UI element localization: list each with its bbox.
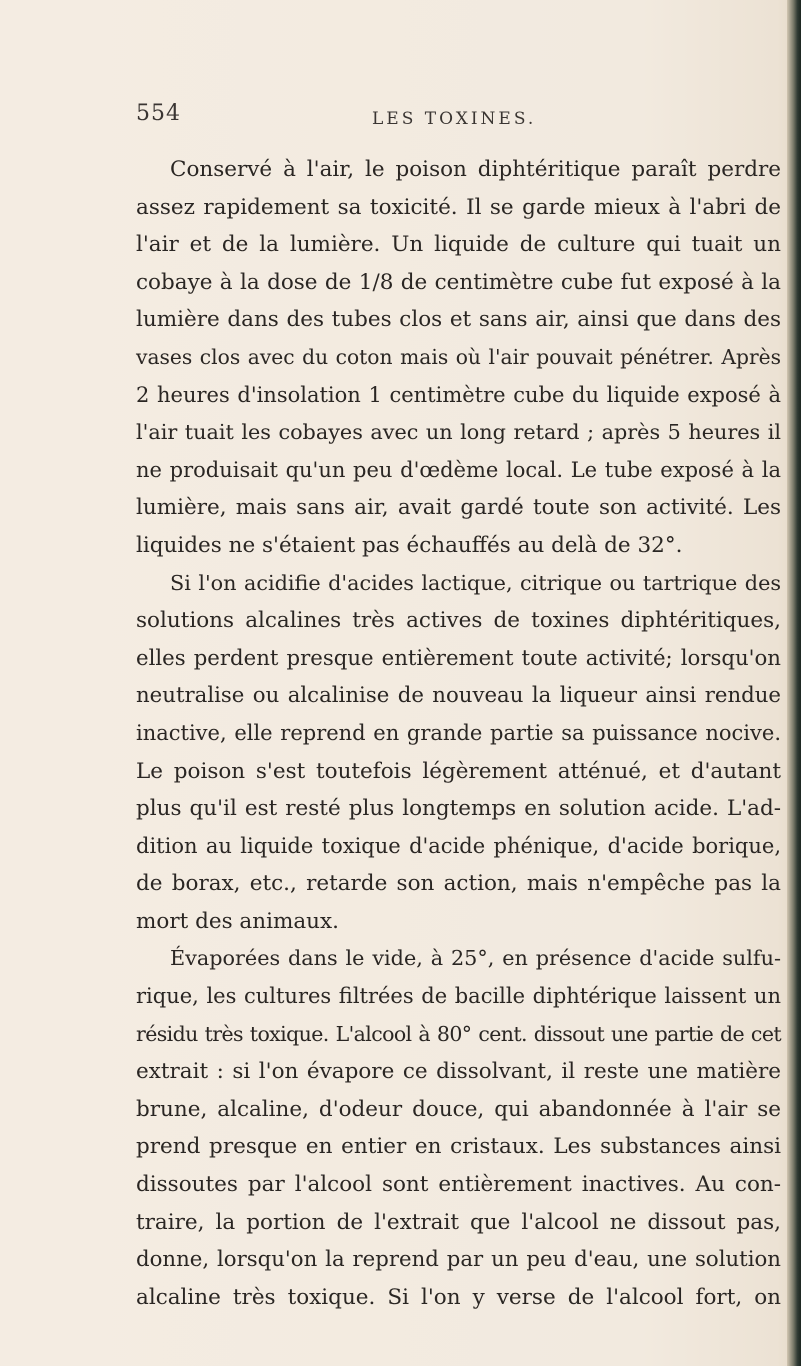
- text-line: assez rapidement sa toxicité. Il se garde mieux à l'abri de: [136, 194, 781, 220]
- text-line: neutralise ou alcalinise de nouveau la liqueur ainsi rendue: [136, 683, 781, 709]
- text-line: brune, alcaline, d'odeur douce, qui abandonnée à l'air se: [136, 1096, 781, 1122]
- text-line: Conservé à l'air, le poison diphtéritique paraît perdre: [170, 157, 781, 182]
- text-line: ne produisait qu'un peu d'œdème local. Le tube exposé à la: [136, 457, 781, 482]
- page-number: 554: [136, 101, 181, 126]
- text-line: donne, lorsqu'on la reprend par un peu d'eau, une solution: [136, 1247, 781, 1273]
- text-line: liquides ne s'étaient pas échauffés au delà de 32°.: [136, 532, 683, 558]
- text-line: rique, les cultures filtrées de bacille diphtérique laissent un: [136, 984, 781, 1009]
- body-text: [136, 151, 781, 1316]
- page-binding-edge: [787, 0, 801, 1366]
- text-line: mort des animaux.: [136, 908, 339, 934]
- text-line: traire, la portion de l'extrait que l'alcool ne dissout pas,: [136, 1209, 781, 1235]
- text-line: alcaline très toxique. Si l'on y verse de l'alcool fort, on: [136, 1284, 781, 1310]
- text-line: cobaye à la dose de 1/8 de centimètre cube fut exposé à la: [136, 269, 781, 295]
- text-line: 2 heures d'insolation 1 centimètre cube du liquide exposé à: [136, 382, 781, 407]
- text-line: lumière, mais sans air, avait gardé toute son activité. Les: [136, 495, 781, 521]
- text-line: l'air et de la lumière. Un liquide de culture qui tuait un: [136, 232, 781, 258]
- text-line: prend presque en entier en cristaux. Les substances ainsi: [136, 1134, 781, 1160]
- text-line: de borax, etc., retarde son action, mais n'empêche pas la: [136, 871, 781, 897]
- text-line: Si l'on acidifie d'acides lactique, citrique ou tartrique des: [170, 570, 781, 595]
- text-line: Le poison s'est toutefois légèrement atténué, et d'autant: [136, 758, 781, 784]
- text-line: l'air tuait les cobayes avec un long retard ; après 5 heures il: [136, 420, 781, 445]
- text-line: inactive, elle reprend en grande partie sa puissance nocive.: [136, 720, 781, 745]
- text-line: extrait : si l'on évapore ce dissolvant, il reste une matière: [136, 1059, 781, 1085]
- text-line: plus qu'il est resté plus longtemps en solution acide. L'ad-: [136, 796, 781, 822]
- text-line: dissoutes par l'alcool sont entièrement inactives. Au con-: [136, 1172, 781, 1198]
- text-line: lumière dans des tubes clos et sans air, ainsi que dans des: [136, 307, 781, 333]
- text-line: vases clos avec du coton mais où l'air pouvait pénétrer. Après: [136, 344, 781, 369]
- text-line: elles perdent presque entièrement toute activité; lorsqu'on: [136, 645, 781, 671]
- running-title: LES TOXINES.: [372, 109, 537, 129]
- text-line: résidu très toxique. L'alcool à 80° cent. dissout une partie de cet: [136, 1021, 781, 1046]
- text-line: Évaporées dans le vide, à 25°, en présence d'acide sulfu-: [170, 946, 781, 971]
- text-line: solutions alcalines très actives de toxines diphtéritiques,: [136, 608, 781, 634]
- text-line: dition au liquide toxique d'acide phénique, d'acide borique,: [136, 833, 781, 858]
